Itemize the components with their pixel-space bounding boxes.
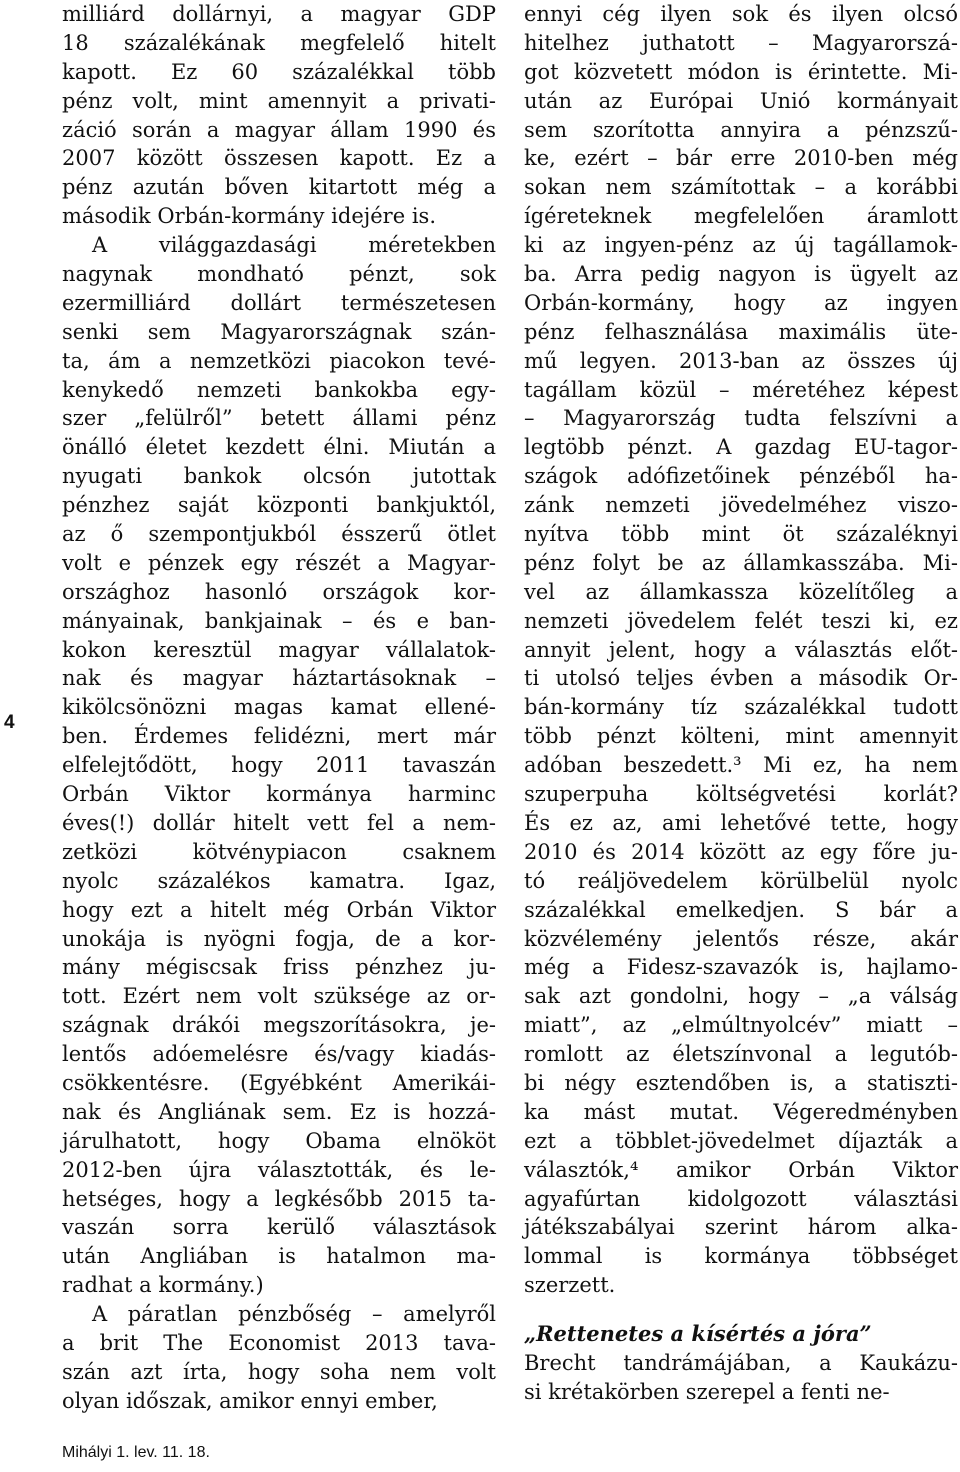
text-line: ígéreteknek megfelelően áramlott xyxy=(524,204,958,229)
text-line: unokája is nyögni fogja, de a kor- xyxy=(62,926,496,951)
text-line: pénz folyt be az államkasszába. Mi- xyxy=(524,550,958,575)
text-line: lommal is kormánya többséget xyxy=(524,1244,958,1269)
text-line: si krétakörben szerepel a fenti ne- xyxy=(524,1379,890,1404)
right-column xyxy=(524,0,958,1407)
text-line: a brit The Economist 2013 tava- xyxy=(62,1330,496,1355)
text-line: sem szorította annyira a pénzszű- xyxy=(524,117,958,142)
text-line: – Magyarország tudta felszívni a xyxy=(524,406,958,431)
text-line: senki sem Magyarországnak szán- xyxy=(62,319,496,344)
text-line: nyugati bankok olcsón jutottak xyxy=(62,464,496,489)
text-line: mányainak, bankjainak – és e ban- xyxy=(62,608,496,633)
text-line: ezt a többlet-jövedelmet díjazták a xyxy=(524,1128,958,1153)
text-line: az ő szempontjukból ésszerű ötlet xyxy=(62,522,496,547)
text-line: olyan időszak, amikor ennyi ember, xyxy=(62,1388,438,1413)
text-line: szágok adófizetőinek pénzéből ha- xyxy=(524,464,958,489)
text-line: járulhatott, hogy Obama elnököt xyxy=(62,1128,496,1153)
text-line: adóban beszedett.³ Mi ez, ha nem xyxy=(524,753,958,778)
text-line: mű legyen. 2013-ban az összes új xyxy=(524,348,958,373)
text-line: vel az államkassza közelítőleg a xyxy=(524,579,958,604)
text-line: nagynak mondható pénzt, sok xyxy=(62,262,496,287)
text-line: ta, ám a nemzetközi piacokon tevé- xyxy=(62,348,496,373)
section-gap xyxy=(524,1300,958,1320)
text-line: A páratlan pénzbőség – amelyről xyxy=(92,1302,496,1327)
text-line: 18 százalékának megfelelő hitelt xyxy=(62,30,496,55)
section-heading: „Rettenetes a kísértés a jóra” xyxy=(524,1321,872,1347)
text-line: Orbán-kormány, hogy az ingyen xyxy=(524,290,958,315)
text-line: játékszabályai szerint három alka- xyxy=(524,1215,958,1240)
text-line: kokon keresztül magyar vállalatok- xyxy=(62,637,496,662)
text-line: radhat a kormány.) xyxy=(62,1273,264,1298)
text-line: ke, ezért – bár erre 2010-ben még xyxy=(524,146,958,171)
text-line: Brecht tandrámájában, a Kaukázu- xyxy=(524,1350,958,1375)
left-column xyxy=(62,0,496,1416)
text-line: csökkentésre. (Egyébként Amerikái- xyxy=(62,1070,496,1095)
text-line: agyafúrtan kidolgozott választási xyxy=(524,1186,958,1211)
text-line: nak és Angliának sem. Ez is hozzá- xyxy=(62,1099,496,1124)
text-line: A világgazdasági méretekben xyxy=(92,233,496,258)
text-line: sak azt gondolni, hogy – „a válság xyxy=(524,984,958,1009)
text-line: szer „felülről” betett állami pénz xyxy=(62,406,496,431)
text-line: nemzeti jövedelem felét teszi ki, ez xyxy=(524,608,958,633)
text-line: ba. Arra pedig nagyon is ügyelt az xyxy=(524,262,958,287)
text-line: nyítva több mint öt százaléknyi xyxy=(524,522,958,547)
text-line: közvélemény jelentős része, akár xyxy=(524,926,958,951)
text-line: elfelejtődött, hogy 2011 tavaszán xyxy=(62,753,496,778)
text-line: 2010 és 2014 között az egy főre ju- xyxy=(524,839,958,864)
text-line: ben. Érdemes felidézni, mert már xyxy=(62,724,496,749)
text-line: tagállam közül – méretéhez képest xyxy=(524,377,958,402)
text-line: éves(!) dollár hitelt vett fel a nem- xyxy=(62,810,496,835)
text-line: sokan nem számítottak – a korábbi xyxy=(524,175,958,200)
text-line: hogy ezt a hitelt még Orbán Viktor xyxy=(62,897,496,922)
text-line: önálló életet kezdett élni. Miután a xyxy=(62,435,496,460)
text-line: kikölcsönözni magas kamat ellené- xyxy=(62,695,496,720)
text-line: százalékkal emelkedjen. S bár a xyxy=(524,897,958,922)
text-line: Orbán Viktor kormánya harminc xyxy=(62,782,496,807)
text-line: pénz volt, mint amennyit a privati- xyxy=(62,88,496,113)
text-line: ti utolsó teljes évben a második Or- xyxy=(524,666,958,691)
text-line: tó reáljövedelem körülbelül nyolc xyxy=(524,868,958,893)
text-line: hetséges, hogy a legkésőbb 2015 ta- xyxy=(62,1186,496,1211)
text-line: bán-kormány tíz százalékkal tudott xyxy=(524,695,958,720)
text-line: hitelhez juthatott – Magyarorszá- xyxy=(524,30,958,55)
text-line: szerzett. xyxy=(524,1273,616,1298)
text-line: mány mégiscsak friss pénzhez ju- xyxy=(62,955,496,980)
text-line: több pénzt költeni, mint amennyit xyxy=(524,724,958,749)
text-line: annyit jelent, hogy a választás előt- xyxy=(524,637,958,662)
text-line: ennyi cég ilyen sok és ilyen olcsó xyxy=(524,2,958,26)
text-line: kenykedő nemzeti bankokba egy- xyxy=(62,377,496,402)
text-line: zetközi kötvénypiacon csaknem xyxy=(62,839,496,864)
text-line: még a Fidesz-szavazók is, hajlamo- xyxy=(524,955,958,980)
text-line: szuperpuha költségvetési korlát? xyxy=(524,782,958,807)
text-line: kapott. Ez 60 százalékkal több xyxy=(62,59,496,84)
page-number: 4 xyxy=(4,712,15,733)
text-line: És ez az, ami lehetővé tette, hogy xyxy=(524,810,958,835)
text-line: tott. Ezért nem volt szüksége az or- xyxy=(62,984,496,1009)
text-line: zánk nemzeti jövedelméhez viszo- xyxy=(524,493,958,518)
text-line: nyolc százalékos kamatra. Igaz, xyxy=(62,868,496,893)
text-line: miatt”, az „elmúltnyolcév” miatt – xyxy=(524,1013,958,1038)
text-line: pénz felhasználása maximális üte- xyxy=(524,319,958,344)
text-line: szágnak drákói megszorításokra, je- xyxy=(62,1013,496,1038)
text-line: legtöbb pénzt. A gazdag EU-tagor- xyxy=(524,435,958,460)
text-line: ka mást mutat. Végeredményben xyxy=(524,1099,958,1124)
text-line: romlott az életszínvonal a legutób- xyxy=(524,1042,958,1067)
footer-note: Mihályi 1. lev. 11. 18. xyxy=(62,1444,210,1461)
text-line: volt e pénzek egy részét a Magyar- xyxy=(62,550,496,575)
text-line: vaszán sorra kerülő választások xyxy=(62,1215,496,1240)
text-line: második Orbán-kormány idejére is. xyxy=(62,204,436,229)
text-line: 2007 között összesen kapott. Ez a xyxy=(62,146,496,171)
text-line: lentős adóemelésre és/vagy kiadás- xyxy=(62,1042,496,1067)
text-line: ezermilliárd dollárt természetesen xyxy=(62,290,496,315)
text-line: után az Európai Unió kormányait xyxy=(524,88,958,113)
text-line: után Angliában is hatalmon ma- xyxy=(62,1244,496,1269)
text-line: milliárd dollárnyi, a magyar GDP xyxy=(62,2,496,26)
text-line: pénz azután bőven kitartott még a xyxy=(62,175,496,200)
text-line: országhoz hasonló országok kor- xyxy=(62,579,496,604)
text-line: szán azt írta, hogy soha nem volt xyxy=(62,1359,496,1384)
text-line: választók,⁴ amikor Orbán Viktor xyxy=(524,1157,958,1182)
text-line: 2012-ben újra választották, és le- xyxy=(62,1157,496,1182)
text-line: got közvetett módon is érintette. Mi- xyxy=(524,59,958,84)
text-line: záció során a magyar állam 1990 és xyxy=(62,117,496,142)
text-line: ki az ingyen-pénz az új tagállamok- xyxy=(524,233,958,258)
text-line: pénzhez saját központi bankjuktól, xyxy=(62,493,496,518)
text-line: nak és magyar háztartásoknak – xyxy=(62,666,496,691)
text-line: bi négy esztendőben is, a statiszti- xyxy=(524,1070,958,1095)
